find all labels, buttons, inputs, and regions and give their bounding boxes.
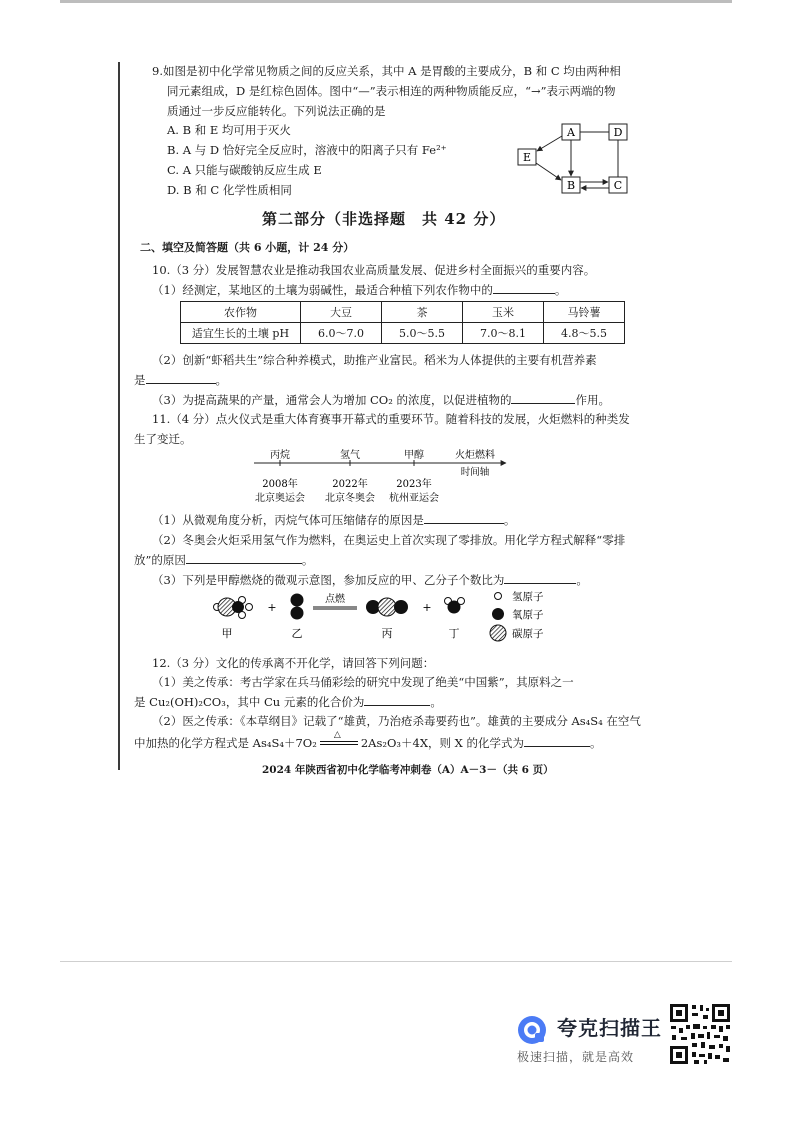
- q9-option-c: C. A 只能与碳酸钠反应生成 E: [167, 163, 322, 177]
- q11-part3: [152, 572, 588, 588]
- table-header-cell: 玉米: [463, 302, 544, 323]
- table-header-cell: 大豆: [301, 302, 382, 323]
- equals-line-bottom: [320, 744, 358, 745]
- molecule-yi: [291, 594, 304, 620]
- q11-stem-line2: 生了变迁。: [134, 432, 192, 446]
- legend-hydrogen-label: 氢原子: [512, 591, 544, 603]
- q10-part1-blank[interactable]: [493, 282, 555, 294]
- label-bing: 丙: [381, 627, 393, 640]
- methanol-combustion-diagram: [205, 590, 590, 645]
- node-b-label: B: [566, 179, 576, 192]
- q10-part2-period: 。: [215, 373, 227, 387]
- fuel-hydrogen: 氢气: [340, 450, 360, 461]
- q11-part2-line2: [134, 552, 313, 568]
- q10-stem: 10.（3 分）发展智慧农业是推动我国农业高质量发展、促进乡村全面振兴的重要内容。: [152, 263, 596, 277]
- node-d-label: D: [613, 126, 623, 139]
- page-footer: 2024 年陕西省初中化学临考冲刺卷（A）A－3－（共 6 页）: [262, 764, 554, 776]
- axis-label-fuel: 火炬燃料: [455, 450, 495, 461]
- table-cell: 6.0～7.0: [301, 323, 382, 344]
- q12-equation-left: 中加热的化学方程式是 As₄S₄＋7O₂: [134, 736, 317, 750]
- q10-part2-text: 是: [134, 373, 146, 387]
- table-row: [181, 323, 625, 344]
- fuel-propane: 丙烷: [270, 450, 290, 461]
- q11-part2-blank[interactable]: [186, 552, 302, 564]
- q11-fuel-timeline: [250, 447, 515, 507]
- binding-margin-line: [118, 62, 120, 770]
- brand-name: 夸克扫描王: [557, 1016, 662, 1040]
- brand-slogan: 极速扫描，就是高效: [517, 1050, 635, 1064]
- q12-part1-blank[interactable]: [364, 694, 430, 706]
- qr-code-icon: [668, 1002, 732, 1066]
- molecule-bing: [366, 598, 408, 616]
- year-2023: 2023年: [396, 479, 432, 490]
- part2-title: 第二部分（非选择题 共 42 分）: [262, 210, 506, 228]
- q12-part2-line2: [134, 730, 602, 751]
- q11-part2-text: 放”的原因: [134, 553, 186, 567]
- table-cell: 适宜生长的土壤 pH: [181, 323, 301, 344]
- table-header-cell: 农作物: [181, 302, 301, 323]
- equals-line-top: [320, 741, 358, 742]
- table-cell: 5.0～5.5: [382, 323, 463, 344]
- arrow-a-e: [537, 136, 562, 151]
- event-beijing-winter-olympics: 北京冬奥会: [325, 493, 375, 504]
- q11-part2-line1: （2）冬奥会火炬采用氢气作为燃料，在奥运史上首次实现了零排放。用化学方程式解释“零排: [152, 533, 626, 547]
- molecule-jia: [214, 597, 253, 619]
- label-ding: 丁: [448, 627, 460, 640]
- bottom-divider: [60, 961, 732, 962]
- q9-option-a: A. B 和 E 均可用于灭火: [167, 123, 291, 137]
- q10-crop-ph-table: [180, 301, 625, 344]
- plus-sign: +: [267, 601, 277, 614]
- q10-part2-line1: （2）创新“虾稻共生”综合种养模式，助推产业富民。稻米为人体提供的主要有机营养素: [152, 353, 597, 367]
- q12-part1-line1: （1）美之传承：考古学家在兵马俑彩绘的研究中发现了绝美“中国紫”，其原料之一: [152, 675, 574, 689]
- label-jia: 甲: [221, 627, 233, 640]
- q10-part1-period: 。: [554, 283, 567, 297]
- fuel-methanol: 甲醇: [404, 450, 424, 461]
- table-header-row: [181, 302, 625, 323]
- node-e-label: E: [522, 151, 532, 164]
- q12-part1-line2: [134, 694, 442, 710]
- q10-part2-line2: [134, 372, 227, 388]
- q10-part2-blank[interactable]: [146, 372, 216, 384]
- q12-part2-period: 。: [590, 736, 602, 750]
- q10-part3: [152, 392, 610, 408]
- q10-part1: [152, 282, 566, 298]
- event-beijing-olympics: 北京奥运会: [255, 493, 305, 504]
- node-a-label: A: [567, 126, 575, 139]
- q10-part3-text: （3）为提高蔬果的产量，通常会人为增加 CO₂ 的浓度，以促进植物的: [152, 393, 512, 407]
- q11-part1-period: 。: [503, 513, 516, 527]
- axis-label-time: 时间轴: [460, 467, 490, 478]
- q12-part1-period: 。: [430, 695, 442, 709]
- q10-part3-suffix: 作用。: [575, 393, 610, 407]
- q11-stem-line1: 11.（4 分）点火仪式是重大体育赛事开幕式的重要环节。随着科技的发展，火炬燃料的种类发: [152, 412, 630, 426]
- q12-stem: 12.（3 分）文化的传承离不开化学，请回答下列问题：: [152, 656, 435, 670]
- q11-part3-blank[interactable]: [504, 572, 576, 584]
- q12-equation-right: 2As₂O₃＋4X，则 X 的化学式为: [360, 736, 525, 750]
- q10-part1-text: （1）经测定，某地区的土壤为弱碱性，最适合种植下列农作物中的: [152, 283, 493, 297]
- year-2022: 2022年: [332, 479, 368, 490]
- top-edge: [60, 0, 732, 3]
- table-cell: 4.8～5.5: [544, 323, 625, 344]
- q12-part1-text: 是 Cu₂(OH)₂CO₃，其中 Cu 元素的化合价为: [134, 695, 365, 709]
- q11-part3-text: （3）下列是甲醇燃烧的微观示意图，参加反应的甲、乙分子个数比为: [152, 573, 505, 587]
- quark-logo-icon: [515, 1013, 549, 1047]
- q9-stem-line1: 9.如图是初中化学常见物质之间的反应关系，其中 A 是胃酸的主要成分，B 和 C 均由两种相: [152, 64, 621, 78]
- q11-part1-blank[interactable]: [424, 512, 504, 524]
- q11-part1-text: （1）从微观角度分析，丙烷气体可压缩储存的原因是: [152, 513, 424, 527]
- q11-part3-period: 。: [576, 573, 588, 587]
- year-2008: 2008年: [262, 479, 298, 490]
- node-c-label: C: [613, 179, 623, 192]
- q12-part2-blank[interactable]: [524, 735, 590, 747]
- event-hangzhou-asian-games: 杭州亚运会: [389, 493, 439, 504]
- legend-oxygen-icon: [492, 608, 504, 620]
- condition-ignite: 点燃: [325, 594, 345, 605]
- table-header-cell: 茶: [382, 302, 463, 323]
- table-cell: 7.0～8.1: [463, 323, 544, 344]
- label-yi: 乙: [291, 627, 303, 640]
- q9-option-d: D. B 和 C 化学性质相同: [167, 183, 292, 197]
- legend-carbon-label: 碳原子: [512, 628, 544, 640]
- q10-part3-blank[interactable]: [511, 392, 575, 404]
- table-header-cell: 马铃薯: [544, 302, 625, 323]
- plus-sign: +: [422, 601, 432, 614]
- legend-carbon-icon: [490, 625, 506, 641]
- heat-symbol: △: [333, 730, 341, 740]
- q12-part2-line1: （2）医之传承：《本草纲目》记载了“雄黄，乃治疮杀毒要药也”。雄黄的主要成分 As₄S₄ 在空气: [152, 714, 641, 728]
- legend-oxygen-label: 氧原子: [512, 609, 544, 621]
- q9-stem-line2: 同元素组成，D 是红棕色固体。图中“—”表示相连的两种物质能反应，“→”表示两端的物: [167, 84, 616, 98]
- legend-hydrogen-icon: [495, 593, 502, 600]
- arrow-e-b: [536, 163, 561, 180]
- section-2-title: 二、填空及简答题（共 6 小题，计 24 分）: [140, 241, 355, 254]
- q9-option-b: B. A 与 D 恰好完全反应时，溶液中的阳离子只有 Fe²⁺: [167, 143, 447, 157]
- q9-stem-line3: 质通过一步反应能转化。下列说法正确的是: [167, 104, 386, 118]
- q11-part2-period: 。: [301, 553, 314, 567]
- heat-condition-equals: [317, 730, 361, 750]
- q9-relation-diagram: [510, 118, 635, 200]
- q11-part1: [152, 512, 515, 528]
- molecule-ding: [445, 598, 465, 614]
